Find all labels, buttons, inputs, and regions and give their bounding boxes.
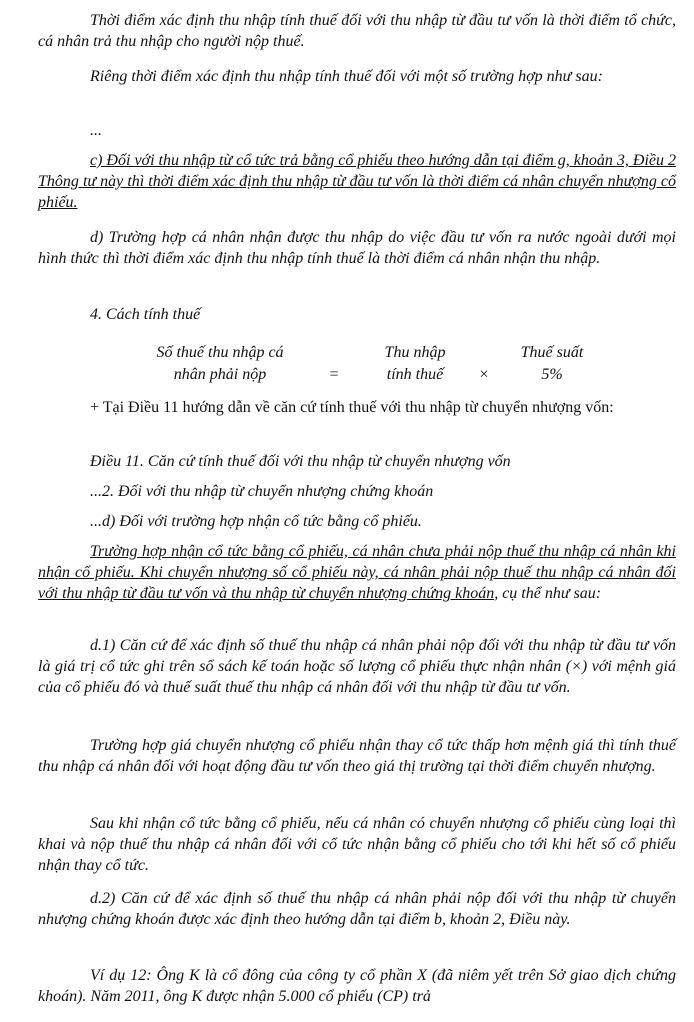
paragraph-income-time: Thời điểm xác định thu nhập tính thuế đối với thu nhập từ đầu tư vốn là thời điểm tổ chức, cá nhân trả thu nhập cho người nộp thuế.: [38, 12, 676, 50]
tax-formula: [0, 342, 694, 386]
paragraph-example-12: Ví dụ 12: Ông K là cổ đông của công ty cổ phần X (đã niêm yết trên Sở giao dịch chứng khoán). Năm 2011, ông K được nhận 5.000 cổ phiếu (CP) trả: [38, 967, 676, 1005]
formula-times: ×: [479, 366, 489, 383]
ellipsis: ...: [90, 122, 102, 139]
formula-mid-line2: tính thuế: [386, 366, 444, 383]
article-11-item-2: ...2. Đối với thu nhập từ chuyển nhượng chứng khoán: [90, 483, 434, 500]
paragraph-item-c: c) Đối với thu nhập từ cổ tức trả bằng cổ phiếu theo hướng dẫn tại điểm g, khoản 3, Điều 2 Thông tư này thì thời điểm xác định thu nhập từ đầu tư vốn là thời điểm cá nhân chuyển nhượng cổ phiếu.: [38, 152, 676, 211]
formula-equals: =: [329, 366, 339, 383]
paragraph-d2: d.2) Căn cứ để xác định số thuế thu nhập cá nhân phải nộp đối với thu nhập từ chuyển nhượng chứng khoán được xác định theo hướng dẫn tại điểm b, khoản 2, Điều này.: [38, 890, 676, 928]
formula-mid-line1: Thu nhập: [384, 344, 446, 361]
article-11-item-d: ...d) Đối với trường hợp nhận cổ tức bằng cổ phiếu.: [90, 513, 422, 530]
paragraph-item-d: d) Trường hợp cá nhân nhận được thu nhập do việc đầu tư vốn ra nước ngoài dưới mọi hình thức thì thời điểm xác định thu nhập tính thuế là thời điểm cá nhân nhận thu nhập.: [38, 229, 676, 267]
formula-rhs-line2: 5%: [541, 366, 563, 383]
article-11-title: Điều 11. Căn cứ tính thuế đối với thu nhập từ chuyển nhượng vốn: [90, 453, 511, 470]
paragraph-after-receiving: Sau khi nhận cổ tức bằng cổ phiếu, nếu cá nhân có chuyển nhượng cổ phiếu cùng loại thì khai và nộp thuế thu nhập cá nhân đối với cổ tức nhận bằng cổ phiếu cho tới khi hết số cổ phiếu nhận thay cổ tức.: [38, 815, 676, 874]
formula-lhs-line2: nhân phải nộp: [173, 366, 267, 383]
formula-lhs-line1: Số thuế thu nhập cá: [156, 344, 284, 361]
paragraph-article-11-intro: + Tại Điều 11 hướng dẫn về căn cứ tính thuế với thu nhập từ chuyển nhượng vốn:: [90, 399, 614, 416]
paragraph-dividend-shares: Trường hợp nhận cổ tức bằng cổ phiếu, cá nhân chưa phải nộp thuế thu nhập cá nhân khi nhận cổ phiếu. Khi chuyển nhượng số cổ phiếu này, cá nhân phải nộp thuế thu nhập cá nhân đối với thu nhập từ đầu tư vốn và thu nhập từ chuyển nhượng chứng khoán, cụ thể như sau:: [38, 543, 676, 602]
section-heading-tax-calculation: 4. Cách tính thuế: [90, 306, 201, 323]
formula-rhs-line1: Thuế suất: [520, 344, 584, 361]
paragraph-special-cases: Riêng thời điểm xác định thu nhập tính thuế đối với một số trường hợp như sau:: [90, 68, 603, 85]
paragraph-transfer-below-par: Trường hợp giá chuyển nhượng cổ phiếu nhận thay cổ tức thấp hơn mệnh giá thì tính thuế thu nhập cá nhân đối với hoạt động đầu tư vốn theo giá thị trường tại thời điểm chuyển nhượng.: [38, 737, 676, 775]
paragraph-d1: d.1) Căn cứ để xác định số thuế thu nhập cá nhân phải nộp đối với thu nhập từ đầu tư vốn là giá trị cổ tức ghi trên sổ sách kế toán hoặc số lượng cổ phiếu thực nhận nhân (×) với mệnh giá của cổ phiếu đó và thuế suất thuế thu nhập cá nhân đối với thu nhập từ đầu tư vốn.: [38, 637, 676, 696]
